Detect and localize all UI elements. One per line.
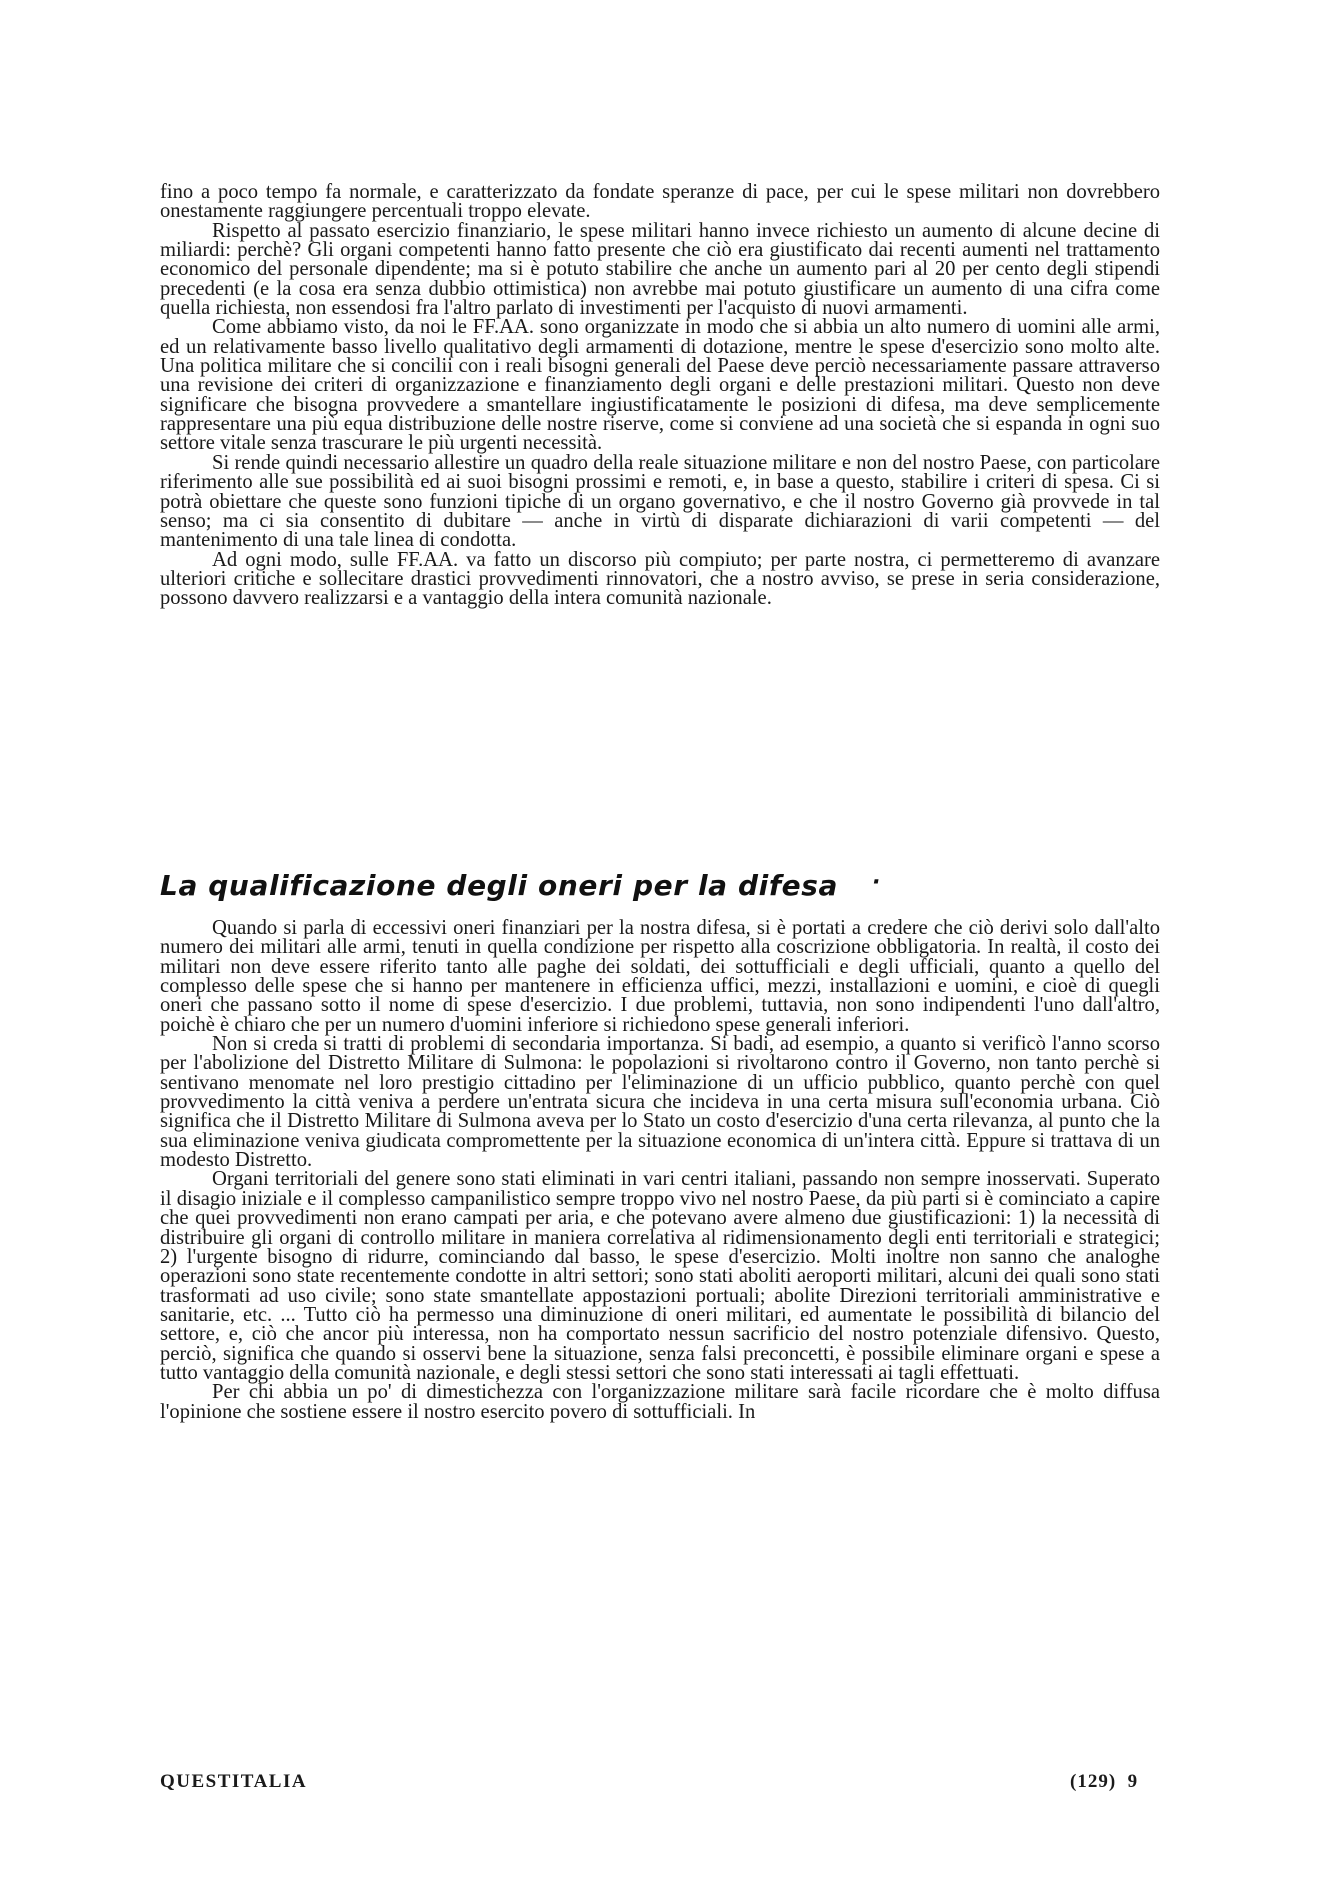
journal-name: QUESTITALIA	[160, 1771, 308, 1792]
section-heading-text: La qualificazione degli oneri per la difesa	[160, 869, 838, 902]
paragraph-5: Ad ogni modo, sulle FF.AA. va fatto un discorso più compiuto; per parte nostra, ci permetteremo di avanzare ulteriori critiche e sollecitare drastici provvedimenti rinnovatori, che a nostro avviso, se prese in seria considerazione, possono davvero realizzarsi e a vantaggio della intera comunità nazionale.	[160, 548, 1160, 610]
paragraph-9: Per chi abbia un po' di dimestichezza con l'organizzazione militare sarà facile ricordare che è molto diffusa l'opinione che sostiene essere il nostro esercito povero di sottufficiali. In	[160, 1381, 1160, 1423]
paragraph-1: fino a poco tempo fa normale, e caratterizzato da fondate speranze di pace, per cui le spese militari non dovrebbero onestamente raggiungere percentuali troppo elevate.	[160, 181, 1160, 223]
paragraph-3: Come abbiamo visto, da noi le FF.AA. sono organizzate in modo che si abbia un alto numero di uomini alle armi, ed un relativamente basso livello qualitativo degli armamenti di dotazione, mentre le spese d'esercizio sono molto alte. Una politica militare che si concilii con i reali bisogni generali del Paese deve perciò necessariamente passare attraverso una revisione dei criteri di organizzazione e finanziamento degli organi e delle prestazioni militari. Questo non deve significare che bisogna provvedere a smantellare ingiustificatamente le posizioni di difesa, ma deve semplicemente rappresentare una più equa distribuzione delle nostre riserve, come si conviene ad una società che si espanda in ogni suo settore vitale senza trascurare le più urgenti necessità.	[160, 316, 1160, 455]
paragraph-8: Organi territoriali del genere sono stati eliminati in vari centri italiani, passando non sempre inosservati. Superato il disagio iniziale e il complesso campanilistico sempre troppo vivo nel nostro Paese, da più parti si è cominciato a capire che quei provvedimenti non erano campati per aria, e che potevano avere almeno due giustificazioni: 1) la necessità di distribuire gli organi di controllo militare in maniera correlativa al ridimensionamento degli enti territoriali e strategici; 2) l'urgente bisogno di ridurre, cominciando dal basso, le spese d'esercizio. Molti inoltre non sanno che analoghe operazioni sono state recentemente condotte in altri settori; sono stati aboliti aeroporti militari, alcuni dei quali sono stati trasformati ad uso civile; sono state smantellate appostazioni portuali; abolite Direzioni territoriali amministrative e sanitarie, etc. ... Tutto ciò ha permesso una diminuzione di oneri militari, ed aumentate le possibilità di bilancio del settore, e, ciò che ancor più interessa, non ha comportato nessun sacrificio del nostro potenziale difensivo. Questo, perciò, significa che quando si osservi bene la situazione, senza falsi preconcetti, è possibile eliminare organi e spese a tutto vantaggio della comunità nazionale, e degli stessi settori che sono stati interessati ai tagli effettuati.	[160, 1168, 1160, 1384]
paragraph-2: Rispetto al passato esercizio finanziario, le spese militari hanno invece richiesto un aumento di alcune decine di miliardi: perchè? Gli organi competenti hanno fatto presente che ciò era giustificato dai recenti aumenti nel trattamento economico del personale dipendente; ma si è potuto stabilire che anche un aumento pari al 20 per cento degli stipendi precedenti (e la cosa era senza dubbio ottimistica) non avrebbe mai potuto giustificare un aumento di una cifra come quella richiesta, non essendosi fra l'altro parlato di investimenti per l'acquisto di nuovi armamenti.	[160, 219, 1160, 320]
section-2	[160, 919, 1160, 1422]
section-heading	[160, 866, 1160, 903]
paragraph-6: Quando si parla di eccessivi oneri finanziari per la nostra difesa, si è portati a credere che ciò derivi solo dall'alto numero dei militari alle armi, tenuti in quella condizione per rispetto alla coscrizione obbligatoria. In realtà, il costo dei militari non deve essere riferito tanto alle paghe dei soldati, dei sottufficiali e degli ufficiali, quanto a quello del complesso delle spese che si hanno per mantenere in efficienza uffici, mezzi, installazioni e uomini, e cioè di quegli oneri che passano sotto il nome di spese d'esercizio. I due problemi, tuttavia, non sono indipendenti l'uno dall'altro, poichè è chiaro che per un numero d'uomini inferiore si richiedono spese generali inferiori.	[160, 917, 1160, 1036]
paragraph-7: Non si creda si tratti di problemi di secondaria importanza. Si badi, ad esempio, a quanto si verificò l'anno scorso per l'abolizione del Distretto Militare di Sulmona: le popolazioni si rivoltarono contro il Governo, non tanto perchè si sentivano menomate nel loro prestigio cittadino per l'eliminazione di un ufficio pubblico, quanto perchè con quel provvedimento la città veniva a perdere un'entrata sicura che incideva in una certa misura sull'economia urbana. Ciò significa che il Distretto Militare di Sulmona aveva per lo Stato un costo d'esercizio d'una certa rilevanza, al punto che la sua eliminazione veniva giudicata compromettente per la situazione economica di un'intera città. Eppure si trattava di un modesto Distretto.	[160, 1033, 1160, 1172]
section-1	[160, 183, 1160, 609]
page-number: 9	[1127, 1771, 1139, 1792]
stray-mark: ·	[871, 870, 881, 895]
paragraph-4: Si rende quindi necessario allestire un quadro della reale situazione militare e non del nostro Paese, con particolare riferimento alle sue possibilità ed ai suoi bisogni prossimi e remoti, e, in base a questo, stabilire i criteri di spesa. Ci si potrà obiettare che queste sono funzioni tipiche di un organo governativo, e che il nostro Governo già provvede in tal senso; ma ci sia consentito di dubitare — anche in virtù di disparate dichiarazioni di varii competenti — del mantenimento di una tale linea di condotta.	[160, 451, 1160, 552]
page-ref: (129)	[1070, 1771, 1117, 1792]
page-footer-number	[1070, 1771, 1138, 1793]
